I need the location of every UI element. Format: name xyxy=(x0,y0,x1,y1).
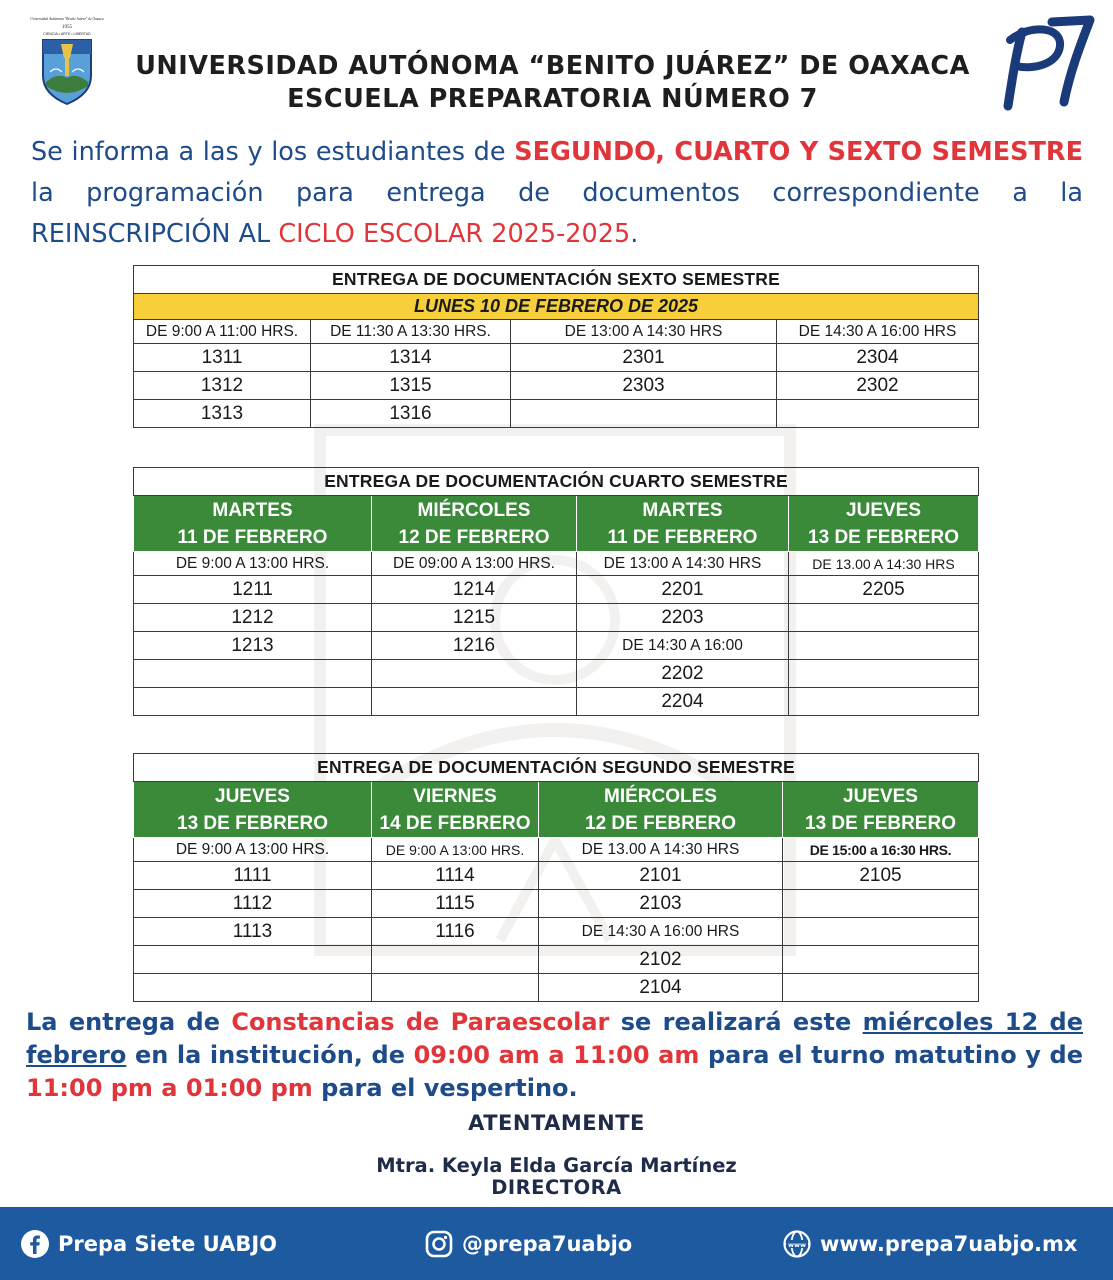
group-cell: 2104 xyxy=(539,974,783,1002)
group-cell xyxy=(783,974,979,1002)
paraescolar-note xyxy=(26,1006,1083,1105)
group-cell: 2101 xyxy=(539,862,783,890)
facebook-link[interactable] xyxy=(20,1207,277,1280)
group-cell xyxy=(134,688,372,716)
globe-icon xyxy=(782,1229,812,1259)
group-cell xyxy=(789,632,979,660)
group-cell: 1216 xyxy=(372,632,577,660)
time-slot: DE 14:30 A 16:00 xyxy=(577,632,789,660)
intro-paragraph xyxy=(31,132,1083,255)
group-cell xyxy=(372,974,539,1002)
group-cell: 1114 xyxy=(372,862,539,890)
director-title: DIRECTORA xyxy=(491,1176,622,1199)
group-cell: 1115 xyxy=(372,890,539,918)
day-header: MARTES 11 DE FEBRERO xyxy=(577,496,789,552)
group-cell: 1113 xyxy=(134,918,372,946)
p7-logo xyxy=(990,10,1098,116)
closing-salutation: ATENTAMENTE xyxy=(468,1111,645,1135)
time-slot: DE 14:30 A 16:00 HRS xyxy=(777,320,979,344)
note-text: se realizará este xyxy=(609,1008,863,1036)
group-cell xyxy=(789,688,979,716)
time-slot: DE 09:00 A 13:00 HRS. xyxy=(372,552,577,576)
day-header: MIÉRCOLES 12 DE FEBRERO xyxy=(539,782,783,838)
group-cell: 2205 xyxy=(789,576,979,604)
group-cell: 2103 xyxy=(539,890,783,918)
intro-text-1: Se informa a las y los estudiantes de xyxy=(31,137,515,167)
note-evening-time: 11:00 pm a 01:00 pm xyxy=(26,1074,313,1102)
p7-logo-text: P7 xyxy=(990,10,992,11)
instagram-link[interactable] xyxy=(424,1207,632,1280)
table-title: ENTREGA DE DOCUMENTACIÓN SEGUNDO SEMESTRE xyxy=(134,754,979,782)
group-cell: 1316 xyxy=(311,400,511,428)
group-cell: 1214 xyxy=(372,576,577,604)
intro-cycle: CICLO ESCOLAR 2025-2025 xyxy=(278,219,631,249)
website-label: www.prepa7uabjo.mx xyxy=(820,1231,1078,1256)
university-name: UNIVERSIDAD AUTÓNOMA “BENITO JUÁREZ” DE OAXACA xyxy=(135,51,970,81)
table-date: LUNES 10 DE FEBRERO DE 2025 xyxy=(134,294,979,320)
group-cell xyxy=(511,400,777,428)
note-text: en la institución, de xyxy=(126,1041,414,1069)
footer-bar xyxy=(0,1207,1113,1280)
group-cell xyxy=(372,946,539,974)
cuarto-semestre-table xyxy=(133,467,979,716)
time-slot: DE 9:00 A 13:00 HRS. xyxy=(134,838,372,862)
segundo-semestre-table xyxy=(133,753,979,1002)
group-cell: 2301 xyxy=(511,344,777,372)
time-slot: DE 9:00 A 11:00 HRS. xyxy=(134,320,311,344)
group-cell: 1116 xyxy=(372,918,539,946)
time-slot: DE 11:30 A 13:30 HRS. xyxy=(311,320,511,344)
time-slot: DE 13.00 A 14:30 HRS xyxy=(539,838,783,862)
school-name: ESCUELA PREPARATORIA NÚMERO 7 xyxy=(287,84,818,114)
intro-text-2: la programación para entrega de documentos correspondiente a la REINSCRIPCIÓN AL xyxy=(31,178,1083,249)
table-title: ENTREGA DE DOCUMENTACIÓN CUARTO SEMESTRE xyxy=(134,468,979,496)
group-cell: 2303 xyxy=(511,372,777,400)
group-cell: 2304 xyxy=(777,344,979,372)
group-cell: 1213 xyxy=(134,632,372,660)
day-header: JUEVES 13 DE FEBRERO xyxy=(783,782,979,838)
sexto-semestre-table xyxy=(133,265,979,428)
group-cell: 2105 xyxy=(783,862,979,890)
facebook-icon xyxy=(20,1229,50,1259)
facebook-label: Prepa Siete UABJO xyxy=(58,1231,277,1256)
time-slot: DE 13:00 A 14:30 HRS xyxy=(511,320,777,344)
note-date: miércoles 12 de febrero xyxy=(26,1008,1083,1069)
instagram-icon xyxy=(424,1229,454,1259)
note-text: para el vespertino. xyxy=(312,1074,578,1102)
group-cell: 1112 xyxy=(134,890,372,918)
group-cell: 1212 xyxy=(134,604,372,632)
note-text: La entrega de xyxy=(26,1008,232,1036)
note-morning-time: 09:00 am a 11:00 am xyxy=(413,1041,700,1069)
group-cell xyxy=(783,946,979,974)
group-cell xyxy=(372,660,577,688)
website-link[interactable] xyxy=(782,1207,1077,1280)
group-cell: 1312 xyxy=(134,372,311,400)
group-cell: 2201 xyxy=(577,576,789,604)
day-header: VIERNES 14 DE FEBRERO xyxy=(372,782,539,838)
group-cell: 1313 xyxy=(134,400,311,428)
day-header: MARTES 11 DE FEBRERO xyxy=(134,496,372,552)
group-cell xyxy=(783,918,979,946)
director-name: Mtra. Keyla Elda García Martínez xyxy=(376,1154,737,1177)
uabjo-logo xyxy=(30,14,104,106)
time-slot: DE 9:00 A 13:00 HRS. xyxy=(372,838,539,862)
instagram-label: @prepa7uabjo xyxy=(462,1231,633,1256)
group-cell xyxy=(372,688,577,716)
logo-university-text: Universidad Autónoma "Benito Juárez" de Oaxaca xyxy=(30,17,104,21)
group-cell xyxy=(789,660,979,688)
logo-motto: CIENCIA • ARTE • LIBERTAD xyxy=(43,32,91,36)
group-cell xyxy=(783,890,979,918)
group-cell xyxy=(134,946,372,974)
table-title: ENTREGA DE DOCUMENTACIÓN SEXTO SEMESTRE xyxy=(134,266,979,294)
group-cell: 1215 xyxy=(372,604,577,632)
day-header: JUEVES 13 DE FEBRERO xyxy=(789,496,979,552)
group-cell: 1311 xyxy=(134,344,311,372)
intro-text-3: . xyxy=(630,219,639,249)
group-cell: 2302 xyxy=(777,372,979,400)
intro-semesters: SEGUNDO, CUARTO Y SEXTO SEMESTRE xyxy=(514,137,1083,167)
group-cell xyxy=(777,400,979,428)
note-text: para el turno matutino y de xyxy=(699,1041,1084,1069)
group-cell: 2204 xyxy=(577,688,789,716)
group-cell: 1111 xyxy=(134,862,372,890)
group-cell xyxy=(134,974,372,1002)
group-cell: 1315 xyxy=(311,372,511,400)
time-slot: DE 13:00 A 14:30 HRS xyxy=(577,552,789,576)
time-slot: DE 13.00 A 14:30 HRS xyxy=(789,552,979,576)
group-cell xyxy=(134,660,372,688)
group-cell: 2203 xyxy=(577,604,789,632)
day-header: JUEVES 13 DE FEBRERO xyxy=(134,782,372,838)
group-cell: 1211 xyxy=(134,576,372,604)
page-header xyxy=(110,50,995,116)
note-constancias: Constancias de Paraescolar xyxy=(231,1008,610,1036)
time-slot: DE 14:30 A 16:00 HRS xyxy=(539,918,783,946)
group-cell xyxy=(789,604,979,632)
logo-year: 1955 xyxy=(62,25,72,30)
group-cell: 2102 xyxy=(539,946,783,974)
day-header: MIÉRCOLES 12 DE FEBRERO xyxy=(372,496,577,552)
time-slot: DE 15:00 a 16:30 HRS. xyxy=(783,838,979,862)
time-slot: DE 9:00 A 13:00 HRS. xyxy=(134,552,372,576)
svg-text:www: www xyxy=(787,1240,807,1249)
group-cell: 2202 xyxy=(577,660,789,688)
group-cell: 1314 xyxy=(311,344,511,372)
